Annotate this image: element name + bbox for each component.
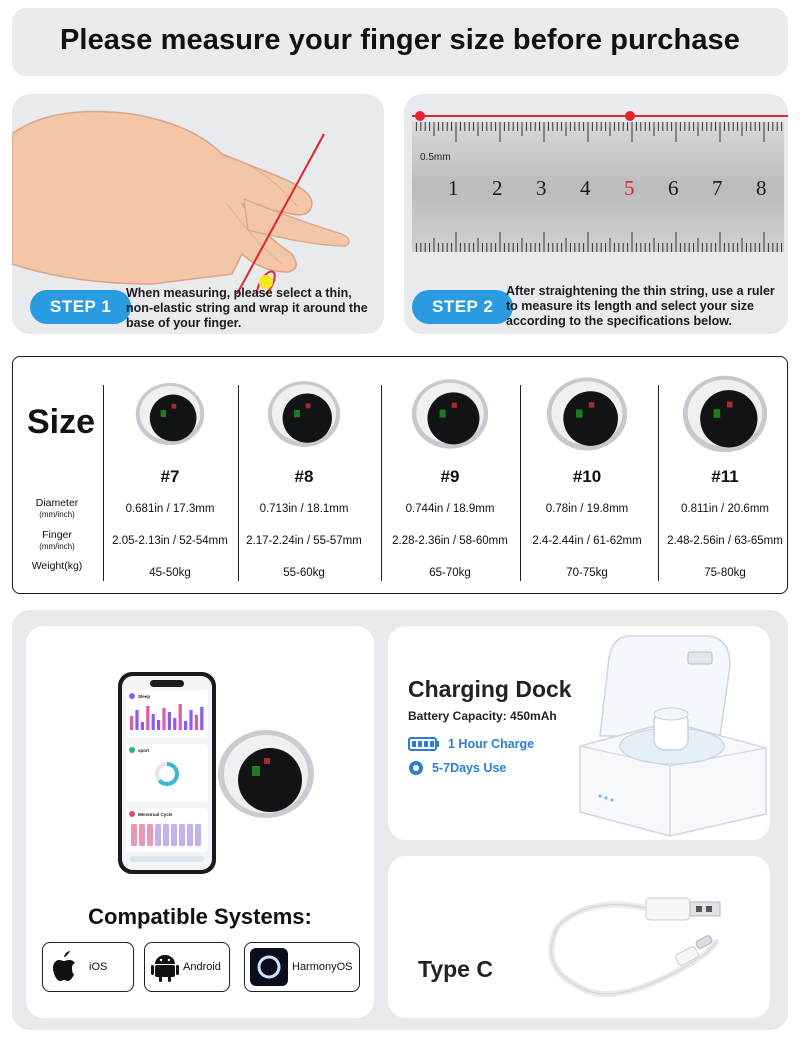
col-divider bbox=[520, 385, 521, 581]
step2-badge: STEP 2 bbox=[412, 290, 513, 324]
size-weight-value: 55-60kg bbox=[283, 567, 325, 579]
ruler-number: 8 bbox=[756, 176, 767, 200]
ring-image bbox=[239, 375, 369, 453]
size-weight-value: 70-75kg bbox=[566, 567, 608, 579]
sleep-bar bbox=[200, 707, 203, 730]
ruler-number: 5 bbox=[624, 176, 635, 200]
sleep-bar bbox=[173, 718, 176, 730]
android-icon bbox=[151, 952, 179, 982]
cycle-bar bbox=[139, 824, 145, 846]
title-bar bbox=[12, 8, 788, 76]
power-dot-icon bbox=[408, 760, 424, 776]
ios-label: iOS bbox=[89, 961, 108, 973]
harmonyos-icon bbox=[250, 948, 288, 986]
feature-one-hour-charge-text: 1 Hour Charge bbox=[448, 737, 535, 751]
step1-badge: STEP 1 bbox=[30, 290, 131, 324]
size-diameter-value: 0.713in / 18.1mm bbox=[259, 503, 349, 515]
sleep-bar bbox=[184, 721, 187, 730]
dock-card bbox=[388, 626, 770, 840]
ring-image bbox=[660, 375, 790, 453]
hand-measure-illustration bbox=[12, 94, 384, 294]
feature-days-use-text: 5-7Days Use bbox=[432, 761, 507, 775]
harmonyos-label: HarmonyOS bbox=[292, 961, 353, 973]
feature-days-use bbox=[408, 760, 506, 776]
diameter-unit: (mm/inch) bbox=[39, 510, 75, 519]
cycle-bar bbox=[171, 824, 177, 846]
weight-label: Weight(kg) bbox=[31, 560, 83, 572]
cycle-bar bbox=[131, 824, 137, 846]
row-label-weight bbox=[27, 560, 87, 572]
sleep-bar bbox=[189, 710, 192, 730]
page-title: Please measure your finger size before purchase bbox=[59, 24, 741, 56]
size-diameter-value: 0.78in / 19.8mm bbox=[545, 503, 629, 515]
ring-image bbox=[522, 375, 652, 453]
ruler-number: 7 bbox=[712, 176, 723, 200]
apple-icon bbox=[51, 951, 81, 983]
ring-icon bbox=[541, 373, 633, 455]
size-label: #9 bbox=[440, 467, 460, 486]
android-label: Android bbox=[183, 961, 221, 973]
size-column bbox=[660, 375, 790, 581]
sleep-bar bbox=[146, 706, 149, 730]
size-column bbox=[522, 375, 652, 581]
cycle-bar bbox=[179, 824, 185, 846]
col-divider bbox=[381, 385, 382, 581]
sleep-bar bbox=[130, 716, 133, 730]
sleep-bar bbox=[152, 714, 155, 730]
ruler-number: 1 bbox=[448, 176, 459, 200]
ring-image bbox=[105, 375, 235, 453]
col-divider bbox=[658, 385, 659, 581]
compat-card bbox=[26, 626, 374, 1018]
phone-menstrual-label: Menstrual Cycle bbox=[138, 812, 173, 817]
sleep-bar bbox=[162, 708, 165, 730]
ring-icon bbox=[406, 375, 494, 453]
size-label: #7 bbox=[160, 467, 180, 486]
row-label-finger bbox=[27, 529, 87, 553]
size-finger-value: 2.4-2.44in / 61-62mm bbox=[532, 535, 642, 547]
finger-unit: (mm/inch) bbox=[39, 542, 75, 551]
col-divider bbox=[103, 385, 104, 581]
size-title: Size bbox=[27, 403, 96, 441]
ruler-unit-label: 0.5mm bbox=[420, 152, 451, 163]
ios-badge bbox=[42, 942, 134, 992]
ruler-numbers bbox=[404, 176, 788, 206]
size-finger-value: 2.28-2.36in / 58-60mm bbox=[392, 535, 508, 547]
size-label: #11 bbox=[711, 467, 739, 486]
battery-icon bbox=[408, 736, 440, 752]
size-table bbox=[12, 356, 788, 594]
ruler-number: 2 bbox=[492, 176, 503, 200]
size-weight-value: 75-80kg bbox=[704, 567, 746, 579]
step1-panel bbox=[12, 94, 384, 334]
size-weight-value: 65-70kg bbox=[429, 567, 471, 579]
size-column bbox=[385, 375, 515, 581]
diameter-label: Diameter bbox=[35, 497, 79, 509]
phone-sport-label: sport bbox=[138, 748, 150, 753]
size-diameter-value: 0.681in / 17.3mm bbox=[125, 503, 215, 515]
compat-title: Compatible Systems: bbox=[88, 904, 312, 929]
sleep-bar bbox=[195, 715, 198, 730]
step2-panel bbox=[404, 94, 788, 334]
size-finger-value: 2.48-2.56in / 63-65mm bbox=[667, 535, 783, 547]
sleep-bar bbox=[135, 710, 138, 730]
row-label-diameter bbox=[27, 497, 87, 521]
cycle-bar bbox=[187, 824, 193, 846]
size-label: #8 bbox=[294, 467, 314, 486]
size-column bbox=[239, 375, 369, 581]
cycle-bar bbox=[147, 824, 153, 846]
size-finger-value: 2.05-2.13in / 52-54mm bbox=[112, 535, 228, 547]
ruler-number: 3 bbox=[536, 176, 547, 200]
dock-capacity: Battery Capacity: 450mAh bbox=[408, 709, 557, 723]
cycle-bar bbox=[155, 824, 161, 846]
size-finger-value: 2.17-2.24in / 55-57mm bbox=[246, 535, 362, 547]
dock-title: Charging Dock bbox=[408, 676, 572, 702]
usb-typec-cable-illustration bbox=[538, 856, 758, 1018]
feature-one-hour-charge bbox=[408, 736, 534, 752]
size-label: #10 bbox=[572, 467, 602, 486]
ruler-number: 6 bbox=[668, 176, 679, 200]
typec-card bbox=[388, 856, 770, 1018]
size-diameter-value: 0.811in / 20.6mm bbox=[680, 503, 769, 515]
ring-icon bbox=[677, 371, 773, 457]
ring-icon bbox=[130, 379, 210, 449]
step1-instructions: When measuring, please select a thin, non-elastic string and wrap it around the base of your finger. bbox=[126, 286, 368, 330]
ring-image bbox=[385, 375, 515, 453]
ruler-number: 4 bbox=[580, 176, 591, 200]
cycle-bar bbox=[195, 824, 201, 846]
finger-label: Finger bbox=[42, 529, 72, 541]
harmonyos-badge bbox=[244, 942, 360, 992]
charging-dock-illustration bbox=[570, 626, 770, 840]
cycle-bar bbox=[163, 824, 169, 846]
step2-instructions: After straightening the thin string, use a ruler to measure its length and select your size according to the specifications below. bbox=[506, 284, 775, 328]
size-diameter-value: 0.744in / 18.9mm bbox=[405, 503, 495, 515]
size-weight-value: 45-50kg bbox=[149, 567, 191, 579]
typec-label: Type C bbox=[418, 956, 493, 982]
sleep-bar bbox=[179, 704, 182, 730]
size-column bbox=[105, 375, 235, 581]
sleep-bar bbox=[141, 722, 144, 730]
phone-sleep-label: Sleep bbox=[138, 694, 151, 699]
ring-icon bbox=[262, 377, 346, 451]
sleep-bar bbox=[157, 720, 160, 730]
sleep-bar bbox=[168, 712, 171, 730]
android-badge bbox=[144, 942, 230, 992]
phone-with-ring-illustration bbox=[26, 626, 374, 886]
